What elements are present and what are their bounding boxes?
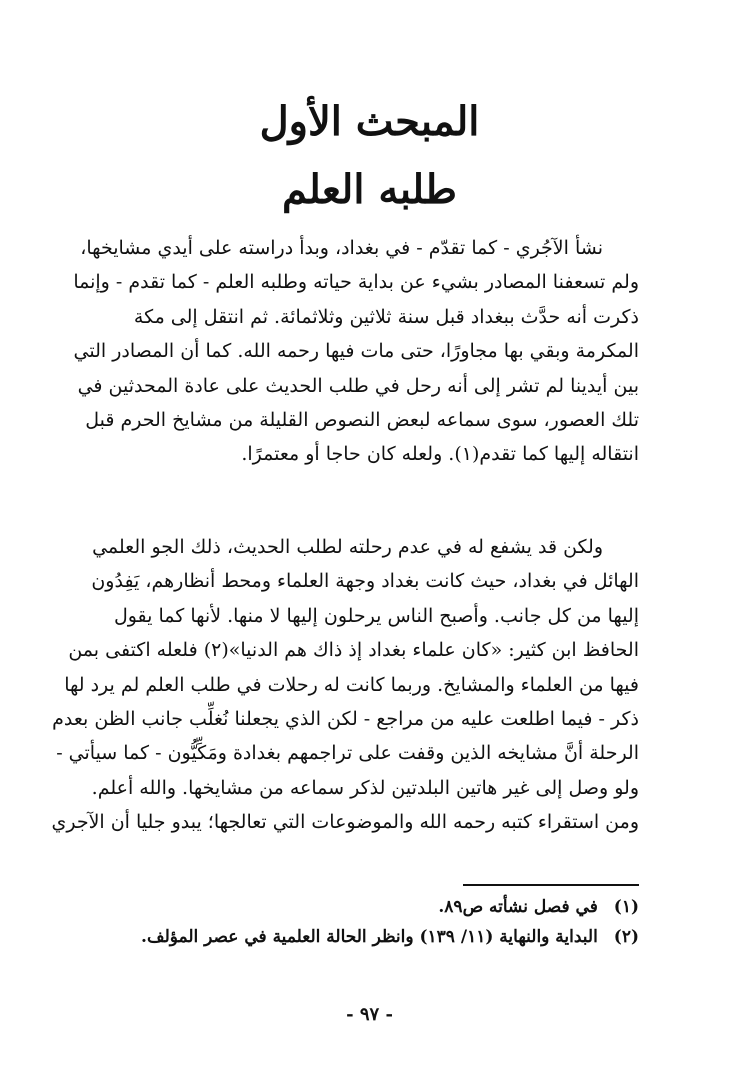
footnotes bbox=[130, 892, 639, 952]
text-line: ومن استقراء كتبه رحمه الله والموضوعات التي تعالجها؛ يبدو جليا أن الآجري bbox=[51, 811, 639, 834]
footnote-text: البداية والنهاية (١١/ ١٣٩) وانظر الحالة العلمية في عصر المؤلف. bbox=[141, 927, 598, 947]
footnote-number: (٢) bbox=[613, 927, 639, 947]
text-line: بين أيدينا لم تشر إلى أنه رحل في طلب الحديث على عادة المحدثين في bbox=[77, 374, 639, 397]
footnote-1 bbox=[130, 892, 639, 922]
text-line: المكرمة وبقي بها مجاورًا، حتى مات فيها رحمه الله. كما أن المصادر التي bbox=[73, 340, 639, 363]
page-number: - ٩٧ - bbox=[346, 1004, 393, 1025]
text-line: الهائل في بغداد، حيث كانت بغداد وجهة العلماء ومحط أنظارهم، يَفِدُون bbox=[91, 570, 639, 593]
text-line: انتقاله إليها كما تقدم(١). ولعله كان حاجا أو معتمرًا. bbox=[241, 443, 639, 466]
footnote-divider bbox=[463, 884, 639, 886]
paragraph-1 bbox=[73, 231, 639, 472]
text-line: ذكرت أنه حدَّث ببغداد قبل سنة ثلاثين وثلاثمائة. ثم انتقل إلى مكة bbox=[133, 305, 639, 328]
text-line: الحافظ ابن كثير: «كان علماء بغداد إذ ذاك هم الدنيا»(٢) فلعله اكتفى بمن bbox=[68, 639, 639, 662]
text-line: الرحلة أنَّ مشايخه الذين وقفت على تراجمهم بغدادة ومَكِّيُّون - كما سيأتي - bbox=[56, 742, 639, 765]
footnote-2 bbox=[130, 922, 639, 952]
text-line: ولم تسعفنا المصادر بشيء عن بداية حياته وطلبه العلم - كما تقدم - وإنما bbox=[73, 271, 639, 294]
text-line: فيها من العلماء والمشايخ. وربما كانت له رحلات في طلب العلم لم يرد لها bbox=[64, 673, 639, 696]
text-line: ولو وصل إلى غير هاتين البلدتين لذكر سماعه من مشايخها. والله أعلم. bbox=[91, 776, 639, 799]
text-line: إليها من كل جانب. وأصبح الناس يرحلون إليها لا منها. لأنها كما يقول bbox=[113, 604, 639, 627]
footnote-number: (١) bbox=[613, 897, 639, 917]
footnote-text: في فصل نشأته ص٨٩. bbox=[438, 897, 598, 917]
section-subtitle: طلبه العلم bbox=[282, 166, 457, 213]
section-title: المبحث الأول bbox=[259, 98, 480, 145]
paragraph-2 bbox=[51, 530, 639, 840]
text-line: ولكن قد يشفع له في عدم رحلته لطلب الحديث، ذلك الجو العلمي bbox=[92, 536, 603, 558]
text-line: ذكر - فيما اطلعت عليه من مراجع - لكن الذي يجعلنا نُغلِّب جانب الظن بعدم bbox=[52, 708, 639, 731]
text-line: نشأ الآجُري - كما تقدّم - في بغداد، وبدأ دراسته على أيدي مشايخها، bbox=[80, 237, 603, 259]
text-line: تلك العصور، سوى سماعه لبعض النصوص القليلة من مشايخ الحرم قبل bbox=[85, 409, 639, 432]
